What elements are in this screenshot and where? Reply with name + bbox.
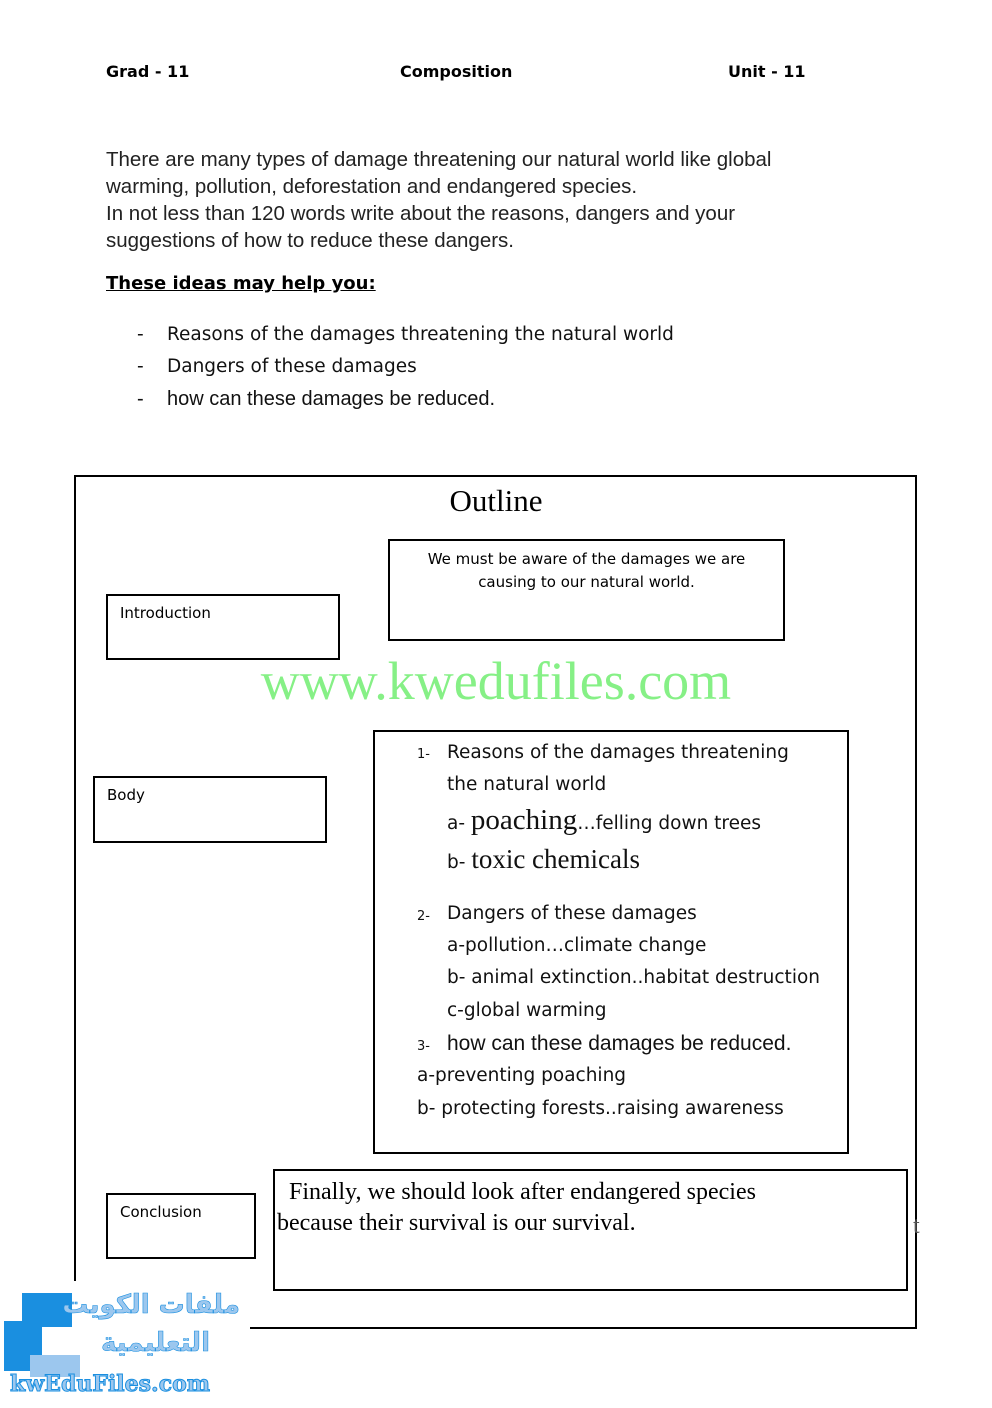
body-subpoint: c-global warming — [447, 1000, 607, 1021]
conclusion-line: because their survival is our survival. — [277, 1210, 636, 1236]
body-point: how can these damages be reduced. — [447, 1032, 792, 1055]
conclusion-line: Finally, we should look after endangered species — [277, 1179, 756, 1205]
prompt-line: suggestions of how to reduce these dangers. — [106, 229, 514, 252]
body-point: Dangers of these damages — [447, 903, 697, 924]
introduction-text — [390, 541, 783, 594]
idea-item — [137, 388, 495, 411]
list-number: 1- — [417, 747, 430, 762]
watermark-url: www.kwedufiles.com — [260, 651, 732, 711]
introduction-content-box — [388, 539, 785, 641]
conclusion-label-box — [106, 1193, 256, 1259]
body-content-box — [373, 730, 849, 1154]
prompt-line: There are many types of damage threatening our natural world like global — [106, 148, 772, 171]
ideas-heading: These ideas may help you: — [106, 273, 376, 294]
kwedufiles-logo — [0, 1281, 250, 1403]
subpoint-prefix: a- — [447, 813, 466, 834]
body-subpoint: a-preventing poaching — [417, 1065, 627, 1086]
prompt-line: In not less than 120 words write about the reasons, dangers and your — [106, 202, 736, 225]
conclusion-label: Conclusion — [120, 1203, 202, 1221]
logo-arabic-line2: التعليمية — [100, 1328, 210, 1358]
logo-arabic-line1: ملفات الكويت — [62, 1290, 240, 1320]
prompt-text — [106, 146, 906, 254]
subpoint-text: …felling down trees — [577, 813, 762, 834]
logo-latin: kwEduFiles.com — [10, 1371, 211, 1397]
subpoint-emphasis: toxic chemicals — [471, 844, 640, 874]
idea-item — [137, 324, 674, 345]
introduction-label: Introduction — [120, 604, 211, 622]
bullet-dash: - — [137, 388, 144, 410]
body-subpoint — [447, 844, 640, 875]
subpoint-emphasis: poaching — [470, 804, 578, 836]
conclusion-content-box — [273, 1169, 908, 1291]
outline-title: Outline — [449, 483, 543, 518]
prompt-line: warming, pollution, deforestation and endangered species. — [106, 175, 638, 198]
subject-label: Composition — [400, 62, 513, 81]
introduction-line: We must be aware of the damages we are — [427, 550, 746, 568]
grade-label: Grad - 11 — [106, 62, 190, 81]
stray-character: t — [913, 1213, 920, 1239]
body-subpoint: b- animal extinction..habitat destruction — [447, 967, 820, 988]
body-subpoint — [447, 804, 761, 837]
unit-label: Unit - 11 — [728, 62, 806, 81]
body-point: the natural world — [447, 774, 607, 795]
idea-text: how can these damages be reduced. — [167, 388, 495, 410]
idea-text: Dangers of these damages — [167, 356, 417, 377]
body-subpoint: a-pollution…climate change — [447, 935, 707, 956]
body-point: Reasons of the damages threatening — [447, 742, 789, 763]
body-label-box — [93, 776, 327, 843]
introduction-line: causing to our natural world. — [478, 573, 695, 591]
body-label: Body — [107, 786, 145, 804]
bullet-dash: - — [137, 356, 144, 377]
idea-text: Reasons of the damages threatening the natural world — [167, 324, 674, 345]
logo-graphic — [0, 1281, 250, 1403]
body-subpoint: b- protecting forests..raising awareness — [417, 1098, 784, 1119]
conclusion-text — [275, 1171, 906, 1239]
bullet-dash: - — [137, 324, 144, 345]
list-number: 3- — [417, 1039, 430, 1054]
subpoint-prefix: b- — [447, 852, 466, 873]
list-number: 2- — [417, 909, 430, 924]
idea-item — [137, 356, 417, 377]
